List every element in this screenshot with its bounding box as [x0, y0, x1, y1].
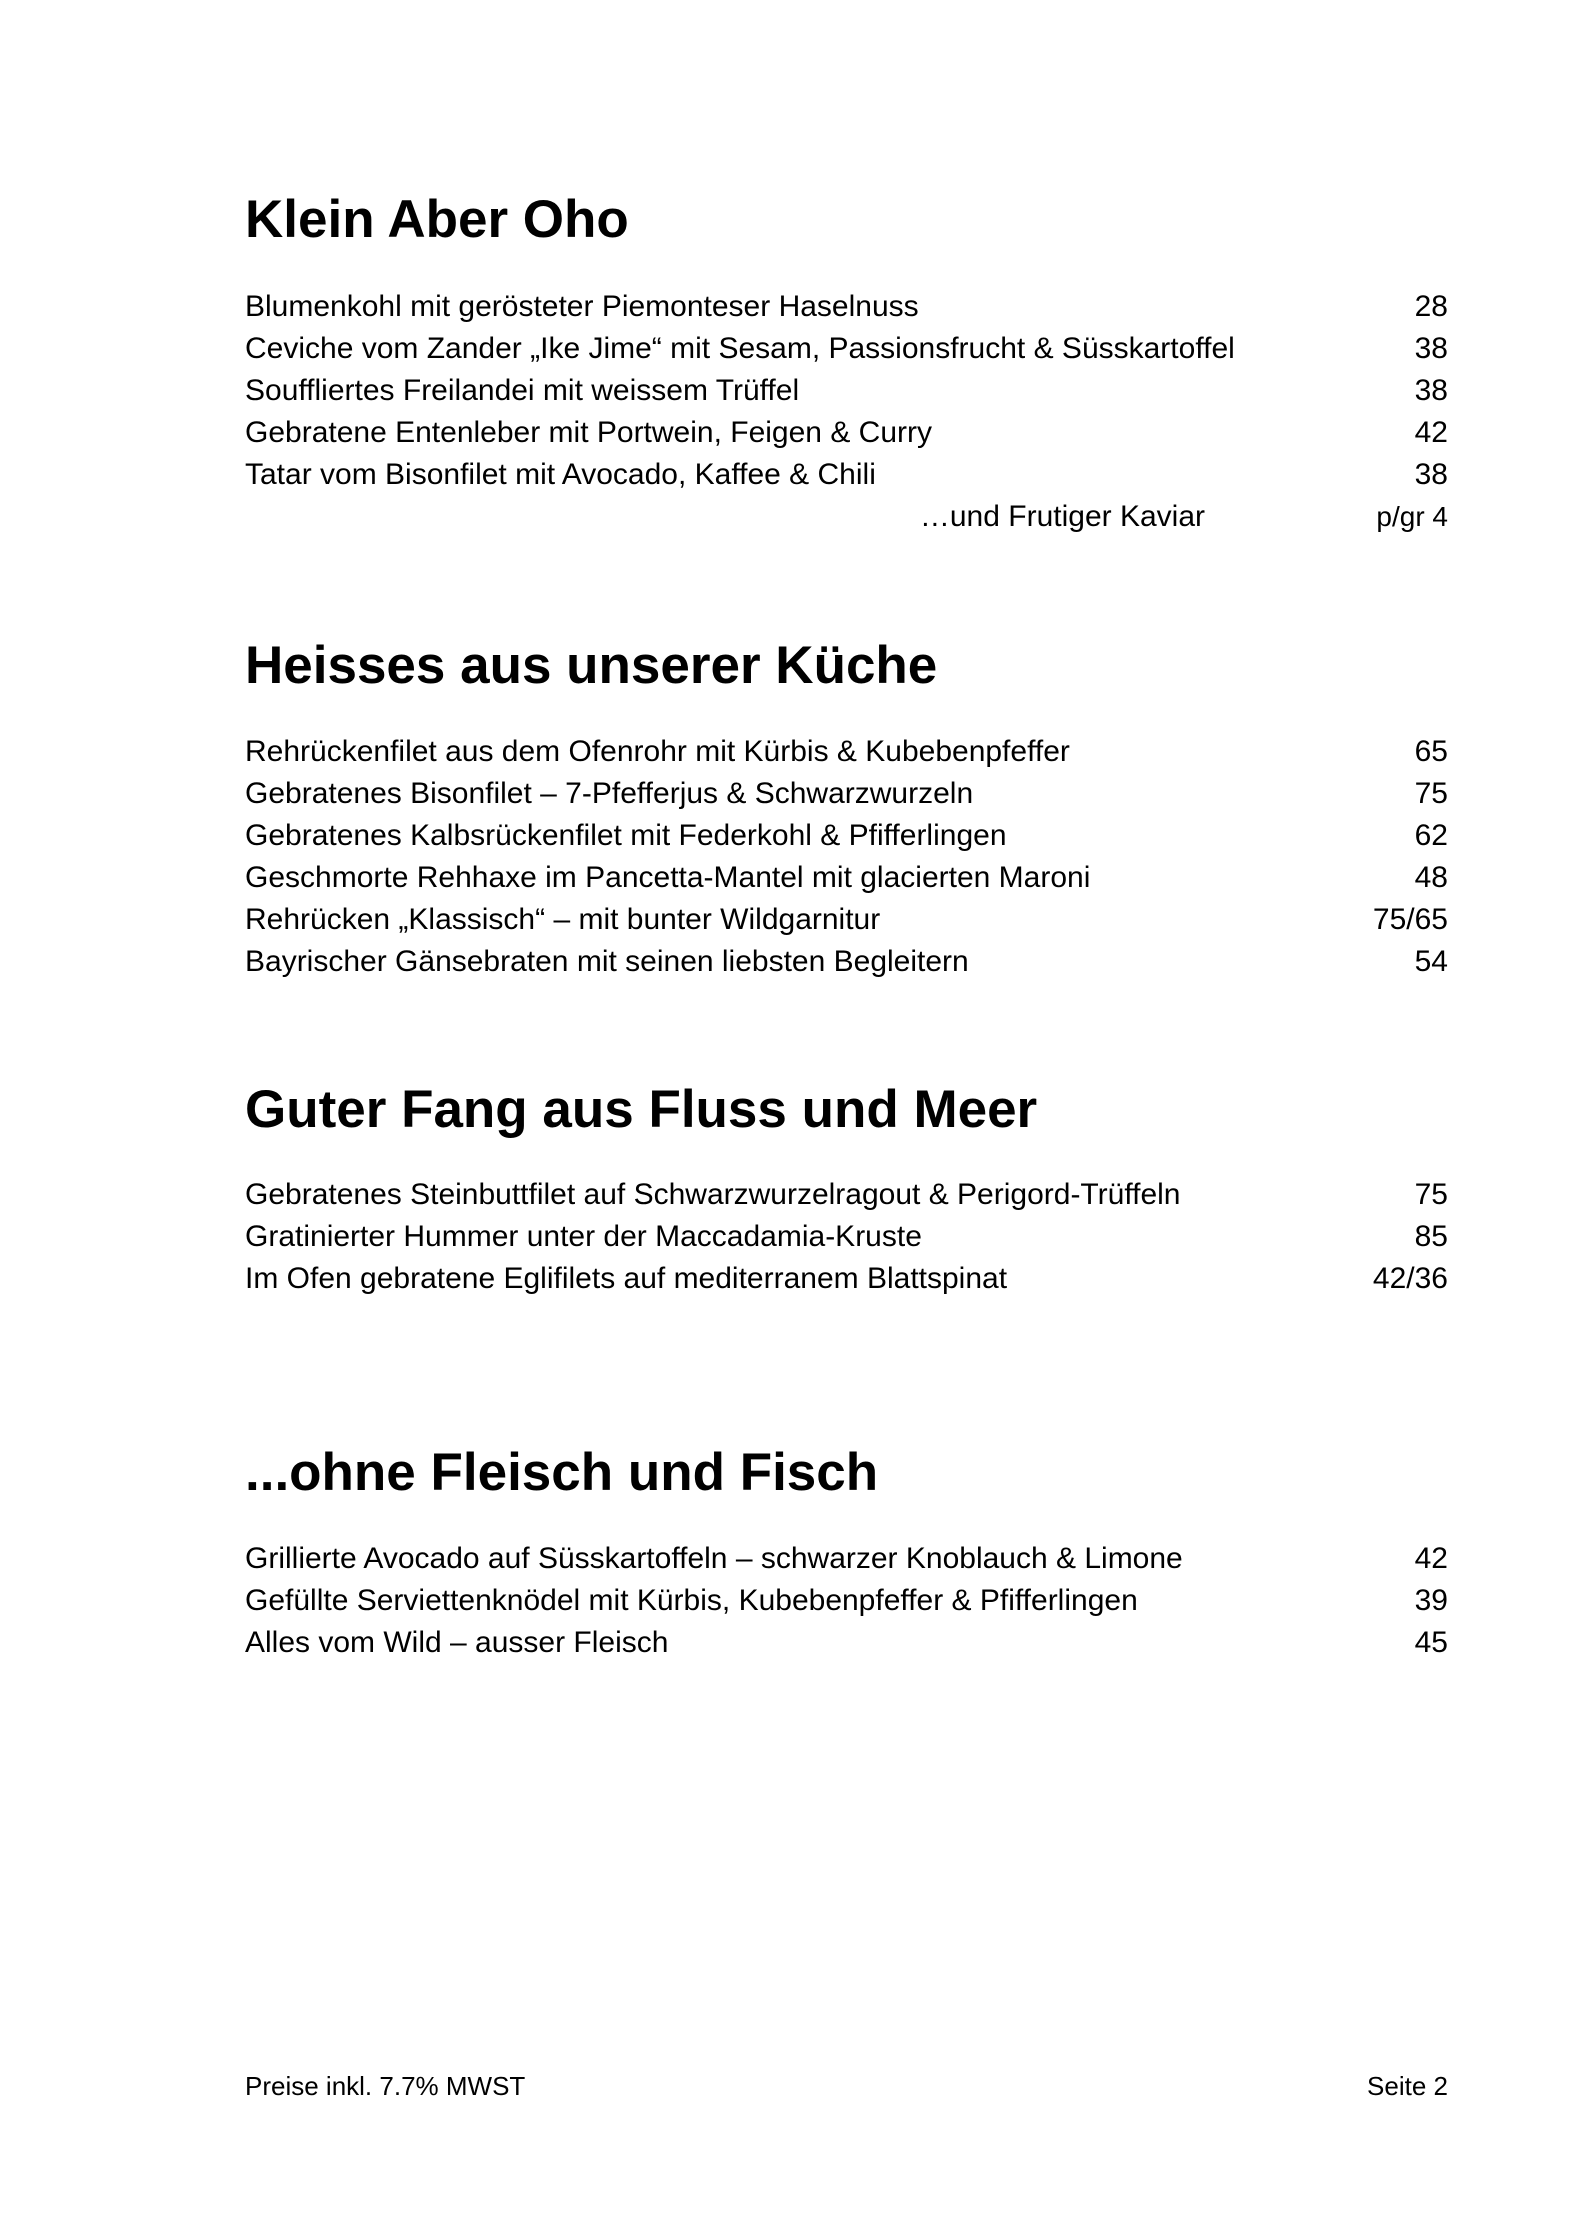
- item-name: Geschmorte Rehhaxe im Pancetta-Mantel mit glacierten Maroni: [245, 861, 1091, 894]
- menu-item: [245, 1538, 1448, 1580]
- section-ohne-fleisch-und-fisch: [245, 1441, 1448, 1659]
- item-price: 75: [1414, 1178, 1448, 1211]
- section-guter-fang: [245, 1078, 1448, 1295]
- menu-item: [245, 899, 1448, 941]
- item-price: p/gr 4: [1376, 501, 1448, 532]
- item-name: Gebratene Entenleber mit Portwein, Feigen & Curry: [245, 416, 932, 449]
- item-price: 38: [1414, 458, 1448, 491]
- menu-items: [245, 731, 1448, 983]
- section-title: Klein Aber Oho: [245, 190, 629, 249]
- menu-item: [245, 370, 1448, 412]
- item-name: Grillierte Avocado auf Süsskartoffeln – schwarzer Knoblauch & Limone: [245, 1542, 1183, 1575]
- item-price: 38: [1414, 332, 1448, 365]
- menu-item: [245, 1174, 1448, 1216]
- item-name: Bayrischer Gänsebraten mit seinen liebsten Begleitern: [245, 945, 969, 978]
- item-name: Alles vom Wild – ausser Fleisch: [245, 1626, 669, 1659]
- item-price: 28: [1414, 290, 1448, 323]
- item-price: 39: [1414, 1584, 1448, 1617]
- item-name: Gratinierter Hummer unter der Maccadamia-Kruste: [245, 1220, 922, 1253]
- menu-items: [245, 1538, 1448, 1664]
- item-name: Gefüllte Serviettenknödel mit Kürbis, Kubebenpfeffer & Pfifferlingen: [245, 1584, 1138, 1617]
- menu-item: [245, 1216, 1448, 1258]
- page-number: Seite 2: [1367, 2071, 1448, 2101]
- price-note: Preise inkl. 7.7% MWST: [245, 2071, 526, 2101]
- section-heisses-aus-unserer-kueche: [245, 634, 1448, 978]
- item-price: 85: [1414, 1220, 1448, 1253]
- section-title: Guter Fang aus Fluss und Meer: [245, 1080, 1038, 1139]
- item-name: Blumenkohl mit gerösteter Piemonteser Haselnuss: [245, 290, 919, 323]
- item-price: 45: [1414, 1626, 1448, 1659]
- item-name: Gebratenes Kalbsrückenfilet mit Federkohl & Pfifferlingen: [245, 819, 1007, 852]
- item-price: 75/65: [1372, 903, 1448, 936]
- item-price: 42: [1414, 416, 1448, 449]
- item-price: 65: [1414, 735, 1448, 768]
- item-name: Ceviche vom Zander „Ike Jime“ mit Sesam, Passionsfrucht & Süsskartoffel: [245, 332, 1235, 365]
- item-name: Souffliertes Freilandei mit weissem Trüffel: [245, 374, 800, 407]
- menu-item: [245, 857, 1448, 899]
- item-name: Tatar vom Bisonfilet mit Avocado, Kaffee & Chili: [245, 458, 876, 491]
- menu-item: [245, 773, 1448, 815]
- item-price: 42/36: [1372, 1262, 1448, 1295]
- menu-item: [245, 412, 1448, 454]
- menu-item: [245, 941, 1448, 983]
- item-price: 75: [1414, 777, 1448, 810]
- menu-item: [245, 286, 1448, 328]
- menu-items: [245, 1174, 1448, 1300]
- item-price: 54: [1414, 945, 1448, 978]
- item-price: 62: [1414, 819, 1448, 852]
- item-price: 42: [1414, 1542, 1448, 1575]
- page-footer: [245, 2068, 1448, 2104]
- menu-item: [245, 815, 1448, 857]
- item-price: 48: [1414, 861, 1448, 894]
- menu-item: [245, 1622, 1448, 1664]
- menu-item: [245, 328, 1448, 370]
- menu-item-addon: [245, 496, 1448, 538]
- item-name: Gebratenes Steinbuttfilet auf Schwarzwurzelragout & Perigord-Trüffeln: [245, 1178, 1181, 1211]
- menu-item: [245, 1580, 1448, 1622]
- menu-item: [245, 454, 1448, 496]
- item-name: Im Ofen gebratene Eglifilets auf mediterranem Blattspinat: [245, 1262, 1008, 1295]
- menu-items: [245, 286, 1448, 538]
- item-price: 38: [1414, 374, 1448, 407]
- item-name: Rehrückenfilet aus dem Ofenrohr mit Kürbis & Kubebenpfeffer: [245, 735, 1070, 768]
- item-name: Gebratenes Bisonfilet – 7-Pfefferjus & Schwarzwurzeln: [245, 777, 974, 810]
- section-klein-aber-oho: [245, 188, 1448, 533]
- section-title: Heisses aus unserer Küche: [245, 636, 938, 695]
- item-name: …und Frutiger Kaviar: [919, 500, 1205, 533]
- menu-item: [245, 731, 1448, 773]
- item-name: Rehrücken „Klassisch“ – mit bunter Wildgarnitur: [245, 903, 881, 936]
- section-title: ...ohne Fleisch und Fisch: [245, 1443, 879, 1502]
- menu-item: [245, 1258, 1448, 1300]
